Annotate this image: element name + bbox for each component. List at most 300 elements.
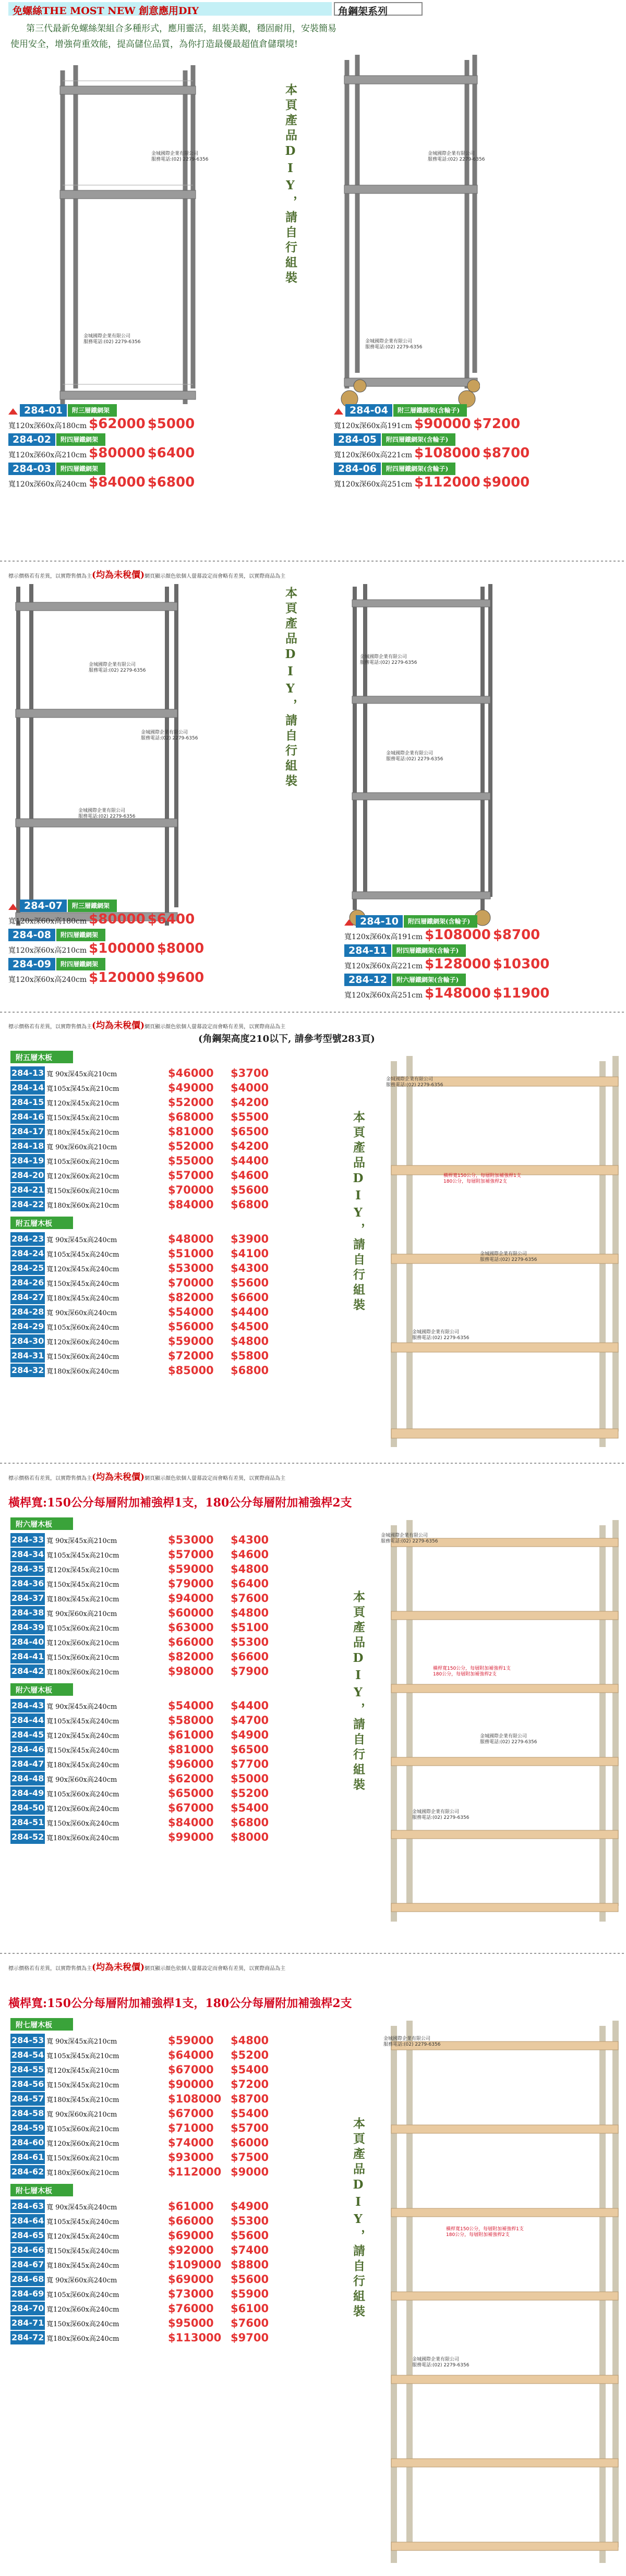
table-row[interactable] bbox=[10, 2048, 269, 2062]
table-row[interactable] bbox=[10, 2092, 269, 2106]
product-code[interactable]: 284-24 bbox=[10, 1247, 45, 1260]
product-code[interactable]: 284-23 bbox=[10, 1232, 45, 1246]
product-spec: 寬 90x深60x高210cm bbox=[46, 2111, 117, 2119]
product-code[interactable]: 284-69 bbox=[10, 2287, 45, 2301]
product-code[interactable]: 284-07 bbox=[20, 900, 67, 912]
product-code[interactable]: 284-71 bbox=[10, 2316, 45, 2330]
original-price: $70000 bbox=[168, 1184, 214, 1196]
product-code[interactable]: 284-01 bbox=[20, 404, 67, 417]
product-code[interactable]: 284-19 bbox=[10, 1154, 45, 1168]
table-row[interactable] bbox=[10, 1699, 269, 1712]
product-code[interactable]: 284-54 bbox=[10, 2048, 45, 2062]
original-price: $92000 bbox=[168, 2244, 214, 2256]
table-row[interactable] bbox=[10, 1577, 269, 1590]
company-name: 金城國際企業有限公司 bbox=[151, 151, 199, 156]
table-subheader: 附七層木板 bbox=[10, 2184, 73, 2196]
product-spec: 寬105x深45x高240cm bbox=[46, 2218, 119, 2226]
original-price: $66000 bbox=[168, 2215, 214, 2227]
product-code[interactable]: 284-03 bbox=[8, 463, 55, 475]
product-code[interactable]: 284-15 bbox=[10, 1096, 45, 1109]
sale-price: $8000 bbox=[231, 1831, 269, 1843]
original-price: $57000 bbox=[168, 1169, 214, 1182]
product-code[interactable]: 284-29 bbox=[10, 1320, 45, 1333]
table-row[interactable] bbox=[10, 1096, 269, 1109]
divider bbox=[0, 1953, 626, 1954]
product-spec: 寬120x深60x高191cm bbox=[334, 422, 413, 430]
company-name: 金城國際企業有限公司 bbox=[381, 1533, 428, 1538]
product-code[interactable]: 284-56 bbox=[10, 2077, 45, 2091]
product-spec: 寬 90x深45x高210cm bbox=[46, 1071, 117, 1078]
sale-price: $4600 bbox=[231, 1169, 269, 1182]
table-row[interactable] bbox=[10, 2136, 269, 2149]
product-spec: 寬105x深60x高210cm bbox=[46, 2125, 119, 2133]
product-code[interactable]: 284-58 bbox=[10, 2107, 45, 2120]
table-row[interactable] bbox=[10, 2214, 269, 2228]
sale-price: $4100 bbox=[231, 1247, 269, 1260]
table-row[interactable] bbox=[10, 1606, 269, 1620]
product-code[interactable]: 284-51 bbox=[10, 1816, 45, 1829]
table-row[interactable] bbox=[10, 1261, 269, 1275]
product-code-line bbox=[8, 929, 280, 941]
original-price: $148000 bbox=[425, 986, 491, 1001]
product-code[interactable]: 284-63 bbox=[10, 2200, 45, 2213]
product-code[interactable]: 284-41 bbox=[10, 1650, 45, 1663]
product-spec: 寬150x深45x高240cm bbox=[46, 2247, 119, 2255]
product-code[interactable]: 284-70 bbox=[10, 2302, 45, 2315]
table-row[interactable] bbox=[10, 2229, 269, 2242]
product-code-line bbox=[8, 433, 311, 446]
sale-price: $6600 bbox=[231, 1291, 269, 1304]
original-price: $99000 bbox=[168, 1831, 214, 1843]
company-tel: 服務電話:(02) 2279-6356 bbox=[412, 1335, 469, 1341]
product-spec: 寬105x深45x高240cm bbox=[46, 1251, 119, 1259]
product-code[interactable]: 284-30 bbox=[10, 1334, 45, 1348]
sale-price: $5200 bbox=[231, 1787, 269, 1800]
product-code[interactable]: 284-25 bbox=[10, 1261, 45, 1275]
product-label: 附四層鐵網架(含輪子) bbox=[404, 915, 477, 928]
product-code[interactable]: 284-10 bbox=[356, 915, 403, 928]
table-row[interactable] bbox=[10, 1232, 269, 1246]
product-code[interactable]: 284-34 bbox=[10, 1548, 45, 1561]
original-price: $80000 bbox=[89, 912, 146, 927]
sale-price: $5100 bbox=[231, 1621, 269, 1634]
company-name: 金城國際企業有限公司 bbox=[480, 1734, 527, 1739]
original-price: $49000 bbox=[168, 1082, 214, 1094]
product-price-line bbox=[344, 986, 626, 1001]
original-price: $53000 bbox=[168, 1262, 214, 1274]
product-spec: 寬180x深45x高240cm bbox=[46, 1295, 119, 1303]
sale-price: $5000 bbox=[231, 1772, 269, 1785]
sale-price: $7500 bbox=[231, 2151, 269, 2164]
product-code[interactable]: 284-50 bbox=[10, 1801, 45, 1815]
table-row[interactable] bbox=[10, 1291, 269, 1304]
table-row[interactable] bbox=[10, 1772, 269, 1785]
product-code[interactable]: 284-46 bbox=[10, 1743, 45, 1756]
product-spec: 寬120x深60x高180cm bbox=[8, 917, 87, 926]
product-item bbox=[344, 974, 626, 1001]
table-row[interactable] bbox=[10, 1198, 269, 1211]
product-code[interactable]: 284-12 bbox=[344, 974, 391, 986]
product-code-line bbox=[8, 900, 280, 912]
sale-price: $6000 bbox=[231, 2136, 269, 2149]
original-price: $113000 bbox=[168, 2331, 222, 2344]
product-code[interactable]: 284-04 bbox=[345, 404, 392, 417]
original-price: $93000 bbox=[168, 2151, 214, 2164]
photo-note-180: 180公分，每層附加補強桿2支 bbox=[433, 1672, 497, 1677]
product-code-line bbox=[334, 433, 626, 446]
product-item bbox=[334, 433, 626, 460]
sale-price: $5400 bbox=[231, 2063, 269, 2076]
sale-price: $5600 bbox=[231, 2229, 269, 2242]
product-code[interactable]: 284-06 bbox=[334, 463, 381, 475]
product-spec: 寬 90x深60x高240cm bbox=[46, 1309, 117, 1317]
company-tel: 服務電話:(02) 2279-6356 bbox=[428, 157, 485, 162]
up-arrow-icon bbox=[334, 408, 343, 415]
product-spec: 寬180x深45x高210cm bbox=[46, 1596, 119, 1603]
table-row[interactable] bbox=[10, 2200, 269, 2213]
product-code[interactable]: 284-35 bbox=[10, 1562, 45, 1576]
product-spec: 寬120x深45x高240cm bbox=[46, 2233, 119, 2241]
product-code[interactable]: 284-08 bbox=[8, 929, 55, 941]
company-tel: 服務電話:(02) 2279-6356 bbox=[412, 1815, 469, 1820]
product-label: 附四層鐵網架(含輪子) bbox=[382, 433, 455, 446]
table-row[interactable] bbox=[10, 1183, 269, 1197]
product-code[interactable]: 284-72 bbox=[10, 2331, 45, 2344]
table-row[interactable] bbox=[10, 1364, 269, 1377]
product-code[interactable]: 284-11 bbox=[344, 944, 391, 957]
page-header bbox=[0, 0, 626, 18]
product-code[interactable]: 284-68 bbox=[10, 2273, 45, 2286]
product-spec: 寬120x深60x高240cm bbox=[46, 1339, 119, 1346]
product-code[interactable]: 284-36 bbox=[10, 1577, 45, 1590]
table-subheader: 附五層木板 bbox=[10, 1051, 73, 1063]
table-row[interactable] bbox=[10, 1591, 269, 1605]
wire-shelf-photo-3 bbox=[10, 584, 183, 928]
product-code[interactable]: 284-53 bbox=[10, 2034, 45, 2047]
original-price: $68000 bbox=[168, 1111, 214, 1123]
table-row[interactable] bbox=[10, 1139, 269, 1153]
original-price: $54000 bbox=[168, 1699, 214, 1712]
product-code[interactable]: 284-02 bbox=[8, 433, 55, 446]
product-code[interactable]: 284-33 bbox=[10, 1533, 45, 1547]
table-row[interactable] bbox=[10, 2063, 269, 2076]
seven-layer-table bbox=[8, 2018, 332, 2571]
product-code[interactable]: 284-42 bbox=[10, 1664, 45, 1678]
product-code[interactable]: 284-21 bbox=[10, 1183, 45, 1197]
original-price: $60000 bbox=[168, 1607, 214, 1619]
product-spec: 寬 90x深60x高210cm bbox=[46, 1610, 117, 1618]
product-code[interactable]: 284-31 bbox=[10, 1349, 45, 1363]
product-code[interactable]: 284-20 bbox=[10, 1169, 45, 1182]
sale-price: $8700 bbox=[231, 2093, 269, 2105]
product-code[interactable]: 284-22 bbox=[10, 1198, 45, 1211]
original-price: $51000 bbox=[168, 1247, 214, 1260]
original-price: $82000 bbox=[168, 1291, 214, 1304]
table-row[interactable] bbox=[10, 1334, 269, 1348]
table-row[interactable] bbox=[10, 2121, 269, 2135]
table-row[interactable] bbox=[10, 1830, 269, 1844]
table-row[interactable] bbox=[10, 2034, 269, 2047]
product-code[interactable]: 284-05 bbox=[334, 433, 381, 446]
sale-price: $6600 bbox=[231, 1650, 269, 1663]
product-label: 附四層鐵網架 bbox=[56, 958, 105, 970]
product-spec: 寬120x深60x高221cm bbox=[344, 962, 423, 970]
table-row[interactable] bbox=[10, 1714, 269, 1727]
product-code[interactable]: 284-37 bbox=[10, 1591, 45, 1605]
original-price: $66000 bbox=[168, 1636, 214, 1648]
table-row[interactable] bbox=[10, 2077, 269, 2091]
product-label: 附四層鐵網架 bbox=[56, 929, 105, 941]
product-item bbox=[344, 944, 626, 971]
product-code[interactable]: 284-38 bbox=[10, 1606, 45, 1620]
table-row[interactable] bbox=[10, 2287, 269, 2301]
table-row[interactable] bbox=[10, 1635, 269, 1649]
table-row[interactable] bbox=[10, 1621, 269, 1634]
product-label: 附三層鐵網架(含輪子) bbox=[393, 404, 467, 417]
table-row[interactable] bbox=[10, 2258, 269, 2271]
original-price: $70000 bbox=[168, 1277, 214, 1289]
table-row[interactable] bbox=[10, 1320, 269, 1333]
product-label: 附四層鐵網架(含輪子) bbox=[392, 944, 466, 957]
table-row[interactable] bbox=[10, 1664, 269, 1678]
table-row[interactable] bbox=[10, 1081, 269, 1095]
table-row[interactable] bbox=[10, 1548, 269, 1561]
wood-shelf-7-photo bbox=[378, 2021, 623, 2568]
product-spec: 寬105x深45x高210cm bbox=[46, 1085, 119, 1093]
table-subheader: 附七層木板 bbox=[10, 2018, 73, 2031]
product-code[interactable]: 284-40 bbox=[10, 1635, 45, 1649]
original-price: $48000 bbox=[168, 1233, 214, 1245]
original-price: $76000 bbox=[168, 2302, 214, 2315]
product-code[interactable]: 284-65 bbox=[10, 2229, 45, 2242]
product-code[interactable]: 284-57 bbox=[10, 2092, 45, 2106]
original-price: $71000 bbox=[168, 2122, 214, 2134]
product-label: 附三層鐵網架 bbox=[68, 404, 117, 417]
product-price-line bbox=[334, 475, 626, 490]
price-note: 標示價格若有差異，以實際售價為主(均為未稅價)網頁顯示顏色依個人螢幕設定而會略有差異，以實際商品為主 bbox=[8, 1020, 286, 1031]
product-code[interactable]: 284-67 bbox=[10, 2258, 45, 2271]
six-layer-table bbox=[8, 1517, 332, 1919]
product-code[interactable]: 284-13 bbox=[10, 1066, 45, 1080]
product-label: 附六層鐵網架(含輪子) bbox=[392, 974, 466, 986]
product-price-line bbox=[8, 475, 311, 490]
sale-price: $6800 bbox=[147, 475, 195, 490]
sale-price: $5300 bbox=[231, 1636, 269, 1648]
sale-price: $7900 bbox=[231, 1665, 269, 1678]
original-price: $61000 bbox=[168, 2200, 214, 2213]
product-spec: 寬105x深60x高210cm bbox=[46, 1158, 119, 1166]
product-item bbox=[8, 958, 280, 985]
table-row[interactable] bbox=[10, 1125, 269, 1138]
table-row[interactable] bbox=[10, 2243, 269, 2257]
table-row[interactable] bbox=[10, 1743, 269, 1756]
diy-vertical-text: 本頁產品DIY，請自行組裝 bbox=[351, 1590, 365, 1793]
original-price: $53000 bbox=[168, 1534, 214, 1546]
table-row[interactable] bbox=[10, 1066, 269, 1080]
product-code[interactable]: 284-44 bbox=[10, 1714, 45, 1727]
table-row[interactable] bbox=[10, 1305, 269, 1319]
original-price: $59000 bbox=[168, 1563, 214, 1575]
product-code[interactable]: 284-32 bbox=[10, 1364, 45, 1377]
table-row[interactable] bbox=[10, 1110, 269, 1124]
original-price: $81000 bbox=[168, 1125, 214, 1138]
original-price: $79000 bbox=[168, 1577, 214, 1590]
original-price: $85000 bbox=[168, 1364, 214, 1377]
sale-price: $7600 bbox=[231, 1592, 269, 1605]
product-code[interactable]: 284-18 bbox=[10, 1139, 45, 1153]
original-price: $84000 bbox=[168, 1198, 214, 1211]
product-spec: 寬120x深60x高210cm bbox=[46, 2140, 119, 2148]
table-row[interactable] bbox=[10, 1533, 269, 1547]
product-code[interactable]: 284-26 bbox=[10, 1276, 45, 1290]
photo-note-150: 橫桿寬150公分，每層附加補強桿1支 bbox=[443, 1173, 521, 1178]
product-code-line bbox=[334, 404, 626, 417]
product-code[interactable]: 284-52 bbox=[10, 1830, 45, 1844]
photo-note-150: 橫桿寬150公分，每層附加補強桿1支 bbox=[433, 1666, 511, 1671]
product-code[interactable]: 284-59 bbox=[10, 2121, 45, 2135]
table-row[interactable] bbox=[10, 1169, 269, 1182]
product-spec: 寬 90x深45x高210cm bbox=[46, 2038, 117, 2046]
sale-price: $4800 bbox=[231, 2034, 269, 2047]
sale-price: $5800 bbox=[231, 1350, 269, 1362]
product-price-line bbox=[344, 957, 626, 971]
product-price-line bbox=[8, 417, 311, 431]
price-note: 標示價格若有差異，以實際售價為主(均為未稅價)網頁顯示顏色依個人螢幕設定而會略有差異，以實際商品為主 bbox=[8, 570, 286, 580]
table-row[interactable] bbox=[10, 1650, 269, 1663]
up-arrow-icon bbox=[344, 919, 354, 926]
product-code[interactable]: 284-60 bbox=[10, 2136, 45, 2149]
company-tel: 服務電話:(02) 2279-6356 bbox=[386, 1083, 443, 1088]
product-group-1 bbox=[8, 404, 311, 492]
company-tel: 服務電話:(02) 2279-6356 bbox=[412, 2363, 469, 2368]
table-row[interactable] bbox=[10, 1562, 269, 1576]
original-price: $98000 bbox=[168, 1665, 214, 1678]
product-item bbox=[8, 929, 280, 956]
sale-price: $7400 bbox=[231, 2244, 269, 2256]
product-code[interactable]: 284-27 bbox=[10, 1291, 45, 1304]
sale-price: $5900 bbox=[231, 2288, 269, 2300]
product-spec: 寬180x深60x高210cm bbox=[46, 1669, 119, 1676]
sale-price: $5600 bbox=[231, 1277, 269, 1289]
product-item bbox=[334, 404, 626, 431]
product-code[interactable]: 284-14 bbox=[10, 1081, 45, 1095]
table-row[interactable] bbox=[10, 1787, 269, 1800]
product-code[interactable]: 284-39 bbox=[10, 1621, 45, 1634]
company-name: 金城國際企業有限公司 bbox=[428, 151, 475, 156]
product-code[interactable]: 284-48 bbox=[10, 1772, 45, 1785]
sale-price: $4300 bbox=[231, 1262, 269, 1274]
product-code[interactable]: 284-43 bbox=[10, 1699, 45, 1712]
product-price-line bbox=[8, 941, 280, 956]
intro-text: 第三代最新免螺絲架組合多種形式，應用靈活，組裝美觀，穩固耐用，安裝簡易使用安全，增強荷重效能，提高儲位品質，為你打造最優最超值倉儲環境! bbox=[10, 23, 336, 50]
table-row[interactable] bbox=[10, 2107, 269, 2120]
original-price: $52000 bbox=[168, 1140, 214, 1152]
product-spec: 寬120x深45x高240cm bbox=[46, 1266, 119, 1273]
table-row[interactable] bbox=[10, 1154, 269, 1168]
product-spec: 寬120x深60x高191cm bbox=[344, 933, 423, 941]
sale-price: $8700 bbox=[492, 927, 540, 943]
table-row[interactable] bbox=[10, 1247, 269, 1260]
product-spec: 寬105x深60x高240cm bbox=[46, 1791, 119, 1799]
table-row[interactable] bbox=[10, 1349, 269, 1363]
product-price-line bbox=[8, 912, 280, 927]
product-code[interactable]: 284-47 bbox=[10, 1757, 45, 1771]
product-spec: 寬120x深60x高210cm bbox=[46, 1173, 119, 1181]
sale-price: $7600 bbox=[231, 2317, 269, 2329]
original-price: $100000 bbox=[89, 941, 155, 956]
product-code-line bbox=[8, 958, 280, 970]
table-row[interactable] bbox=[10, 2316, 269, 2330]
table-row[interactable] bbox=[10, 1728, 269, 1742]
diy-vertical-text: 本頁產品DIY，請自行組裝 bbox=[351, 2117, 365, 2320]
product-code[interactable]: 284-62 bbox=[10, 2165, 45, 2179]
sale-price: $3900 bbox=[231, 1233, 269, 1245]
product-item bbox=[8, 433, 311, 460]
product-item bbox=[8, 404, 311, 431]
table-row[interactable] bbox=[10, 2273, 269, 2286]
product-spec: 寬105x深45x高210cm bbox=[46, 2052, 119, 2060]
table-row[interactable] bbox=[10, 2165, 269, 2179]
up-arrow-icon bbox=[8, 408, 18, 415]
product-spec: 寬 90x深60x高240cm bbox=[46, 1776, 117, 1784]
sale-price: $4400 bbox=[231, 1699, 269, 1712]
original-price: $59000 bbox=[168, 1335, 214, 1347]
original-price: $52000 bbox=[168, 1096, 214, 1109]
product-code[interactable]: 284-17 bbox=[10, 1125, 45, 1138]
product-spec: 寬120x深60x高251cm bbox=[334, 480, 413, 489]
product-spec: 寬180x深60x高240cm bbox=[46, 1834, 119, 1842]
product-code[interactable]: 284-09 bbox=[8, 958, 55, 970]
table-row[interactable] bbox=[10, 1276, 269, 1290]
table-row[interactable] bbox=[10, 2150, 269, 2164]
product-spec: 寬120x深60x高180cm bbox=[8, 422, 87, 430]
sale-price: $6400 bbox=[231, 1577, 269, 1590]
product-code[interactable]: 284-45 bbox=[10, 1728, 45, 1742]
product-spec: 寬120x深45x高240cm bbox=[46, 1732, 119, 1740]
sale-price: $4800 bbox=[231, 1563, 269, 1575]
product-code[interactable]: 284-55 bbox=[10, 2063, 45, 2076]
product-code[interactable]: 284-16 bbox=[10, 1110, 45, 1124]
product-code[interactable]: 284-49 bbox=[10, 1787, 45, 1800]
product-spec: 寬 90x深45x高210cm bbox=[46, 1537, 117, 1545]
original-price: $59000 bbox=[168, 2034, 214, 2047]
original-price: $84000 bbox=[168, 1816, 214, 1829]
original-price: $62000 bbox=[89, 416, 146, 432]
price-note: 標示價格若有差異，以實際售價為主(均為未稅價)網頁顯示顏色依個人螢幕設定而會略有差異，以實際商品為主 bbox=[8, 1962, 286, 1973]
sale-price: $4500 bbox=[231, 1320, 269, 1333]
product-spec: 寬150x深45x高210cm bbox=[46, 2082, 119, 2089]
product-spec: 寬120x深60x高240cm bbox=[8, 480, 87, 489]
table-row[interactable] bbox=[10, 2302, 269, 2315]
product-code[interactable]: 284-28 bbox=[10, 1305, 45, 1319]
original-price: $109000 bbox=[168, 2258, 222, 2271]
table-row[interactable] bbox=[10, 2331, 269, 2344]
product-spec: 寬 90x深60x高210cm bbox=[46, 1144, 117, 1151]
original-price: $108000 bbox=[425, 927, 491, 943]
product-spec: 寬180x深60x高210cm bbox=[46, 2169, 119, 2177]
table-row[interactable] bbox=[10, 1816, 269, 1829]
product-spec: 寬150x深60x高240cm bbox=[46, 2320, 119, 2328]
original-price: $95000 bbox=[168, 2317, 214, 2329]
product-code[interactable]: 284-66 bbox=[10, 2243, 45, 2257]
original-price: $112000 bbox=[414, 475, 480, 490]
table-row[interactable] bbox=[10, 1757, 269, 1771]
product-item bbox=[344, 915, 626, 942]
product-code[interactable]: 284-61 bbox=[10, 2150, 45, 2164]
product-code[interactable]: 284-64 bbox=[10, 2214, 45, 2228]
table-row[interactable] bbox=[10, 1801, 269, 1815]
sale-price: $9000 bbox=[231, 2166, 269, 2178]
